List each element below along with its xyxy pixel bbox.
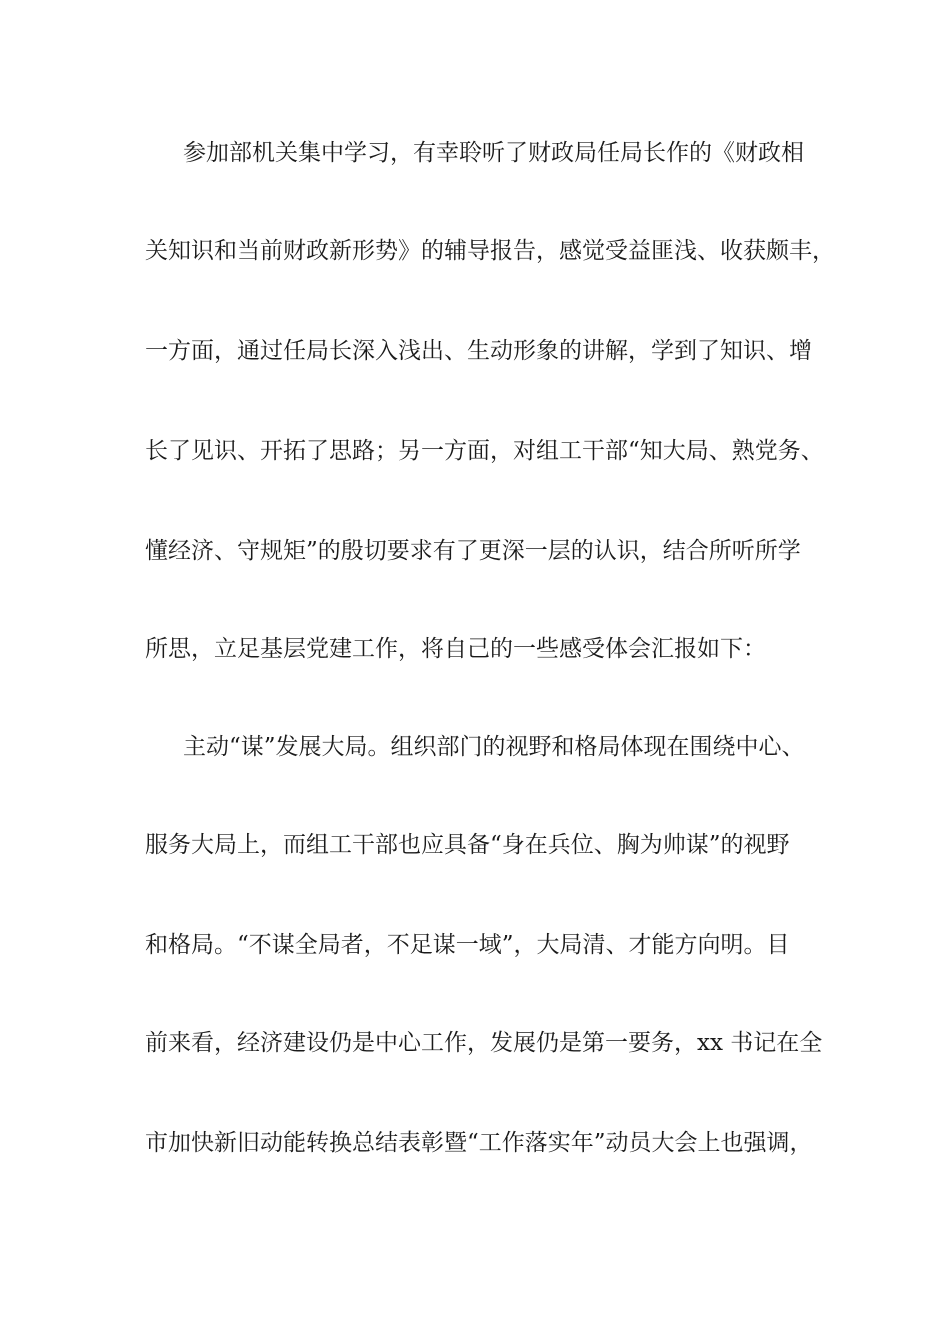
paragraph-2-line-2: 服务大局上，而组工干部也应具备“身在兵位、胸为帅谋”的视野 xyxy=(145,832,790,858)
paragraph-1-line-4: 长了见识、开拓了思路；另一方面，对组工干部“知大局、熟党务、 xyxy=(145,438,824,464)
paragraph-1-line-5: 懂经济、守规矩”的殷切要求有了更深一层的认识，结合所听所学 xyxy=(145,538,801,564)
paragraph-2-line-3: 和格局。“不谋全局者，不足谋一域”，大局清、才能方向明。目 xyxy=(145,932,790,958)
paragraph-1-line-6: 所思，立足基层党建工作，将自己的一些感受体会汇报如下： xyxy=(145,636,766,662)
paragraph-1-line-2: 关知识和当前财政新形势》的辅导报告，感觉受益匪浅、收获颇丰， xyxy=(145,238,835,264)
paragraph-2-line-4: 前来看，经济建设仍是中心工作，发展仍是第一要务，xx 书记在全 xyxy=(145,1030,823,1056)
paragraph-1-line-1: 参加部机关集中学习，有幸聆听了财政局任局长作的《财政相 xyxy=(183,140,804,166)
paragraph-2-line-1: 主动“谋”发展大局。组织部门的视野和格局体现在围绕中心、 xyxy=(183,734,805,760)
paragraph-2-line-5: 市加快新旧动能转换总结表彰暨“工作落实年”动员大会上也强调， xyxy=(145,1130,813,1156)
paragraph-1-line-3: 一方面，通过任局长深入浅出、生动形象的讲解，学到了知识、增 xyxy=(145,338,812,364)
